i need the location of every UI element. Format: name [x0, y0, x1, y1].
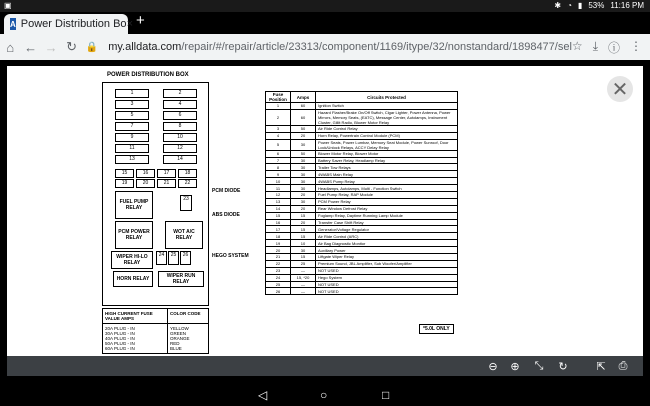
cell-fuse: 13	[266, 198, 291, 205]
cell-amps: 30	[291, 185, 316, 192]
legend-amp-3: 50A PLUG - IN	[105, 341, 135, 346]
fuse-19: 19	[115, 179, 134, 188]
legend-amp-1: 30A PLUG - IN	[105, 331, 135, 336]
cell-amps: 20	[291, 132, 316, 139]
table-row	[266, 150, 458, 157]
cell-circuit: Horn Relay, Powertrain Control Module (PCM)	[316, 132, 458, 139]
legend-header-amps: HIGH CURRENT FUSE VALUE AMPS	[103, 309, 168, 323]
cell-fuse: 14	[266, 205, 291, 212]
fuse-9: 9	[115, 133, 149, 142]
legend-colors	[168, 324, 192, 353]
cell-circuit: Fuel Pump Relay, RAP Module	[316, 192, 458, 199]
cell-amps: 30	[291, 247, 316, 254]
fuse-6: 6	[163, 111, 197, 120]
table-row	[266, 178, 458, 185]
cell-amps: 20	[291, 219, 316, 226]
table-row	[266, 205, 458, 212]
diagram-page	[7, 66, 643, 366]
fuse-2: 2	[163, 89, 197, 98]
table-row	[266, 157, 458, 164]
cell-fuse: 15	[266, 212, 291, 219]
table-row	[266, 192, 458, 199]
cell-circuit: Trailer Tow Relays	[316, 164, 458, 171]
cell-circuit: Foglamp Relay, Daytime Running Lamp Module	[316, 212, 458, 219]
callout-abs-diode: ABS DIODE	[212, 212, 240, 218]
print-icon[interactable]: ⎙	[618, 359, 628, 372]
table-row	[266, 267, 458, 274]
fuse-3: 3	[115, 100, 149, 109]
cell-circuit: Rear Window Defrost Relay	[316, 205, 458, 212]
wifi-icon: ◔	[567, 1, 572, 10]
cell-circuit: Hazard Flasher/Brake On/Off Switch, Cigar Lighter, Power Antenna, Power Mirrors, Memory Seats, (EATC), Message Center, Autolamps, Instrument Cluster, Gillit Radio, Blower Motor Relay	[316, 109, 458, 125]
table-row	[266, 212, 458, 219]
legend-header-color: COLOR CODE	[170, 311, 201, 316]
close-viewer-button[interactable]: ✕	[607, 76, 633, 102]
cell-circuit: Auxiliary Power	[316, 247, 458, 254]
legend-color-1: GREEN	[170, 331, 187, 336]
cell-fuse: 1	[266, 103, 291, 110]
cell-circuit: NOT USED	[316, 267, 458, 274]
new-tab-button[interactable]: +	[136, 12, 145, 29]
cell-fuse: 11	[266, 185, 291, 192]
legend-color-2: ORANGE	[170, 336, 190, 341]
fuse-14: 14	[163, 155, 197, 164]
cell-fuse: 4	[266, 132, 291, 139]
cell-fuse: 12	[266, 192, 291, 199]
table-row	[266, 132, 458, 139]
fuse-23: 23	[180, 195, 192, 211]
table-row	[266, 240, 458, 247]
cell-amps: —	[291, 267, 316, 274]
cell-fuse: 9	[266, 171, 291, 178]
menu-icon[interactable]: ⋮	[630, 38, 643, 53]
cell-circuit: Air Ride Control (ARC)	[316, 233, 458, 240]
cell-circuit: Transfer Case Shift Relay	[316, 219, 458, 226]
url-host: my.alldata.com	[108, 41, 182, 53]
fuse-22: 22	[178, 179, 197, 188]
cell-fuse: 21	[266, 254, 291, 261]
table-row	[266, 288, 458, 295]
fuse-color-legend	[102, 308, 209, 354]
url-path: /repair/#/repair/article/23313/component/1169/itype/32/nonstandard/1898477/sel	[181, 41, 572, 53]
fuse-20: 20	[136, 179, 155, 188]
cell-amps: 60	[291, 109, 316, 125]
cell-fuse: 16	[266, 219, 291, 226]
cell-circuit: NOT USED	[316, 281, 458, 288]
cell-amps: 15	[291, 226, 316, 233]
cell-fuse: 22	[266, 260, 291, 267]
android-nav-bar	[0, 386, 650, 406]
cell-circuit: 4WABS Main Relay	[316, 171, 458, 178]
download-icon[interactable]: ⤓	[592, 38, 598, 53]
fuse-13: 13	[115, 155, 149, 164]
cell-amps: 30	[291, 171, 316, 178]
cell-fuse: 10	[266, 178, 291, 185]
relay-horn: HORN RELAY	[113, 271, 153, 287]
url-field[interactable]	[108, 41, 572, 53]
table-row	[266, 109, 458, 125]
cell-amps: 30	[291, 164, 316, 171]
zoom-out-icon[interactable]: ⊖	[488, 360, 498, 373]
legend-color-0: YELLOW	[170, 326, 189, 331]
table-row	[266, 281, 458, 288]
cell-amps: 25	[291, 260, 316, 267]
cell-amps: 60	[291, 103, 316, 110]
battery-level: 53%	[588, 1, 605, 10]
bookmark-star-icon[interactable]: ☆	[571, 38, 583, 53]
notification-icon: ▣	[4, 1, 12, 10]
cell-amps: 15, *20	[291, 274, 316, 281]
cell-fuse: 19	[266, 240, 291, 247]
cell-circuit: Ignition Switch	[316, 103, 458, 110]
cell-circuit: Premium Sound, JBL Amplifier, Sub Woofer/Amplifier	[316, 260, 458, 267]
table-row	[266, 103, 458, 110]
cell-circuit: Headlamps, Autolamps, Multi - Function Switch	[316, 185, 458, 192]
cell-fuse: 26	[266, 288, 291, 295]
rotate-icon[interactable]: ↻	[558, 360, 568, 373]
status-bar	[0, 0, 650, 12]
cell-fuse: 8	[266, 164, 291, 171]
cell-amps: 50	[291, 150, 316, 157]
home-nav-icon[interactable]: ○	[320, 388, 328, 402]
clock: 11:16 PM	[610, 1, 644, 10]
table-row	[266, 233, 458, 240]
image-viewer	[0, 60, 650, 406]
fuse-21: 21	[157, 179, 176, 188]
header-fuse-position: Fuse Position	[266, 92, 291, 103]
cell-circuit: Blower Motor Relay, Blower Motor	[316, 150, 458, 157]
tab-strip	[0, 12, 650, 34]
fuse-4: 4	[163, 100, 197, 109]
bluetooth-icon: ✱	[554, 1, 562, 10]
table-row	[266, 185, 458, 192]
cell-fuse: 7	[266, 157, 291, 164]
cell-fuse: 2	[266, 109, 291, 125]
browser-tab[interactable]	[4, 14, 133, 34]
fuse-16: 16	[136, 169, 155, 178]
fuse-8: 8	[163, 122, 197, 131]
table-row	[266, 274, 458, 281]
cell-fuse: 25	[266, 281, 291, 288]
fuse-26: 26	[180, 251, 191, 265]
fit-screen-icon[interactable]: ⤡	[534, 359, 544, 372]
info-icon[interactable]: ⓘ	[608, 40, 621, 55]
table-row	[266, 171, 458, 178]
cell-amps: 30	[291, 198, 316, 205]
fuse-7: 7	[115, 122, 149, 131]
legend-color-4: BLUE	[170, 346, 182, 351]
cell-circuit: Air Bag Diagnostic Monitor	[316, 240, 458, 247]
power-distribution-box	[102, 82, 209, 306]
fuse-11: 11	[115, 144, 149, 153]
cell-amps: —	[291, 288, 316, 295]
fuse-1: 1	[115, 89, 149, 98]
cell-amps: 30	[291, 139, 316, 150]
cell-circuit: 4WABS Pump Relay	[316, 178, 458, 185]
fuse-5: 5	[115, 111, 149, 120]
fuse-24: 24	[156, 251, 167, 265]
table-row	[266, 139, 458, 150]
fuse-10: 10	[163, 133, 197, 142]
cell-fuse: 17	[266, 226, 291, 233]
cell-amps: 20	[291, 192, 316, 199]
legend-amps	[103, 324, 168, 353]
cell-fuse: 20	[266, 247, 291, 254]
cell-circuit: NOT USED	[316, 288, 458, 295]
legend-color-3: RED	[170, 341, 180, 346]
alldata-favicon: A	[10, 19, 16, 29]
table-row	[266, 260, 458, 267]
close-tab-icon[interactable]: ×	[126, 18, 133, 30]
cell-amps: 30	[291, 178, 316, 185]
relay-pcm-power: PCM POWER RELAY	[115, 221, 153, 249]
cell-fuse: 18	[266, 233, 291, 240]
back-icon[interactable]: ←	[24, 39, 38, 55]
cell-fuse: 6	[266, 150, 291, 157]
cell-circuit: Hego System	[316, 274, 458, 281]
legend-amp-0: 20A PLUG - IN	[105, 326, 135, 331]
diagram-title: POWER DISTRIBUTION BOX	[107, 72, 189, 78]
back-nav-icon[interactable]: ◁	[258, 388, 268, 402]
header-amps: Amps	[291, 92, 316, 103]
viewer-toolbar	[7, 356, 643, 376]
cell-fuse: 5	[266, 139, 291, 150]
fuse-17: 17	[157, 169, 176, 178]
tab-title: Power Distribution Bo	[20, 18, 127, 30]
legend-amp-2: 40A PLUG - IN	[105, 336, 135, 341]
cell-amps: 15	[291, 233, 316, 240]
reload-icon[interactable]: ↻	[66, 39, 77, 54]
cell-circuit: Battery Saver Relay, Headlamp Relay	[316, 157, 458, 164]
zoom-in-icon[interactable]: ⊕	[510, 360, 520, 373]
fuse-table	[265, 91, 458, 295]
cell-circuit: Power Seats, Power Lumbar, Memory Seat Module, Power Sunroof, Door Lock/Unlock Relays, ACCY Delay Relay	[316, 139, 458, 150]
footnote: *5.0L ONLY	[419, 324, 454, 334]
table-row	[266, 247, 458, 254]
table-row	[266, 226, 458, 233]
table-row	[266, 254, 458, 261]
fuse-15: 15	[115, 169, 134, 178]
table-row	[266, 164, 458, 171]
fuse-25: 25	[168, 251, 179, 265]
table-row	[266, 219, 458, 226]
address-bar	[0, 34, 650, 60]
cell-circuit: Air Ride Control Relay	[316, 125, 458, 132]
cell-amps: 50	[291, 125, 316, 132]
cell-amps: 10	[291, 240, 316, 247]
callout-pcm-diode: PCM DIODE	[212, 188, 241, 194]
cell-fuse: 23	[266, 267, 291, 274]
callout-hego-system: HEGO SYSTEM	[212, 253, 249, 259]
header-circuits: Circuits Protected	[316, 92, 458, 103]
relay-wiper-hi-lo: WIPER HI-LO RELAY	[111, 251, 153, 269]
cell-amps: 15	[291, 254, 316, 261]
fuse-18: 18	[178, 169, 197, 178]
export-icon[interactable]: ⇱	[596, 360, 606, 373]
cell-circuit: PCM Power Relay	[316, 198, 458, 205]
table-row	[266, 125, 458, 132]
cell-circuit: Generator/Voltage Regulator	[316, 226, 458, 233]
cell-amps: 20	[291, 205, 316, 212]
cell-amps: 15	[291, 212, 316, 219]
fuse-table-body	[266, 103, 458, 295]
recents-nav-icon[interactable]: □	[382, 388, 390, 402]
home-icon[interactable]: ⌂	[6, 39, 15, 55]
relay-wot-ac: WOT A/C RELAY	[165, 221, 203, 249]
relay-wiper-run: WIPER RUN RELAY	[158, 271, 204, 287]
fuse-12: 12	[163, 144, 197, 153]
cell-fuse: 24	[266, 274, 291, 281]
lock-icon[interactable]: 🔒	[85, 41, 99, 53]
table-row	[266, 198, 458, 205]
forward-icon[interactable]: →	[44, 39, 58, 55]
legend-amp-4: 60A PLUG - IN	[105, 346, 135, 351]
relay-fuel-pump: FUEL PUMP RELAY	[115, 191, 153, 219]
cell-amps: —	[291, 281, 316, 288]
cell-amps: 30	[291, 157, 316, 164]
cell-fuse: 3	[266, 125, 291, 132]
battery-icon: ▮	[577, 1, 583, 10]
cell-circuit: Liftgate Wiper Relay	[316, 254, 458, 261]
